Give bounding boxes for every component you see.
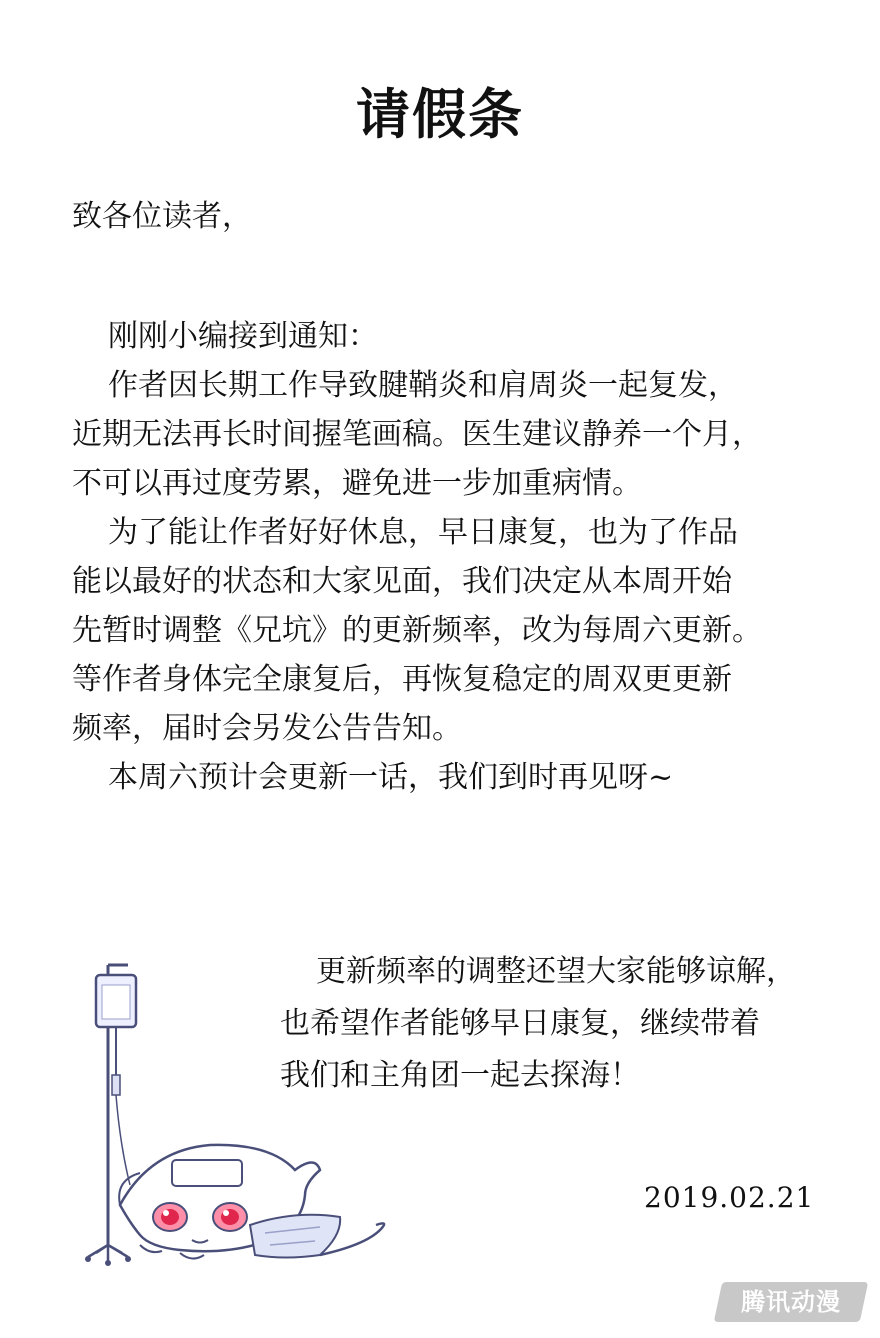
paragraph-line: 刚刚小编接到通知： — [108, 319, 378, 354]
closing-line: 我们和主角团一起去探海！ — [280, 1058, 640, 1093]
paragraph-line: 本周六预计会更新一话，我们到时再见呀~ — [108, 760, 674, 795]
paragraph-line: 近期无法再长时间握笔画稿。医生建议静养一个月， — [72, 417, 762, 452]
paragraph-line: 为了能让作者好好休息，早日康复，也为了作品 — [108, 515, 738, 550]
letter-body — [72, 312, 842, 802]
paragraph-line: 先暂时调整《兄坑》的更新频率，改为每周六更新。 — [72, 613, 762, 648]
sick-cat-with-iv-drip-icon — [80, 955, 400, 1285]
salutation: 致各位读者， — [72, 199, 252, 234]
closing-line: 也希望作者能够早日康复，继续带着 — [280, 1006, 760, 1041]
paragraph-line: 等作者身体完全康复后，再恢复稳定的周双更更新 — [72, 662, 732, 697]
paragraph-line: 频率，届时会另发公告告知。 — [72, 711, 462, 746]
paragraph-line: 能以最好的状态和大家见面，我们决定从本周开始 — [72, 564, 732, 599]
tencent-comics-watermark-logo — [714, 1282, 869, 1322]
letter-date: 2019.02.21 — [644, 1181, 815, 1214]
paragraph-line: 作者因长期工作导致腱鞘炎和肩周炎一起复发， — [108, 368, 738, 403]
watermark-text: 腾讯动漫 — [741, 1288, 841, 1316]
page-title: 请假条 — [356, 83, 524, 146]
closing-line: 更新频率的调整还望大家能够谅解， — [316, 954, 796, 989]
paragraph-line: 不可以再过度劳累，避免进一步加重病情。 — [72, 466, 642, 501]
